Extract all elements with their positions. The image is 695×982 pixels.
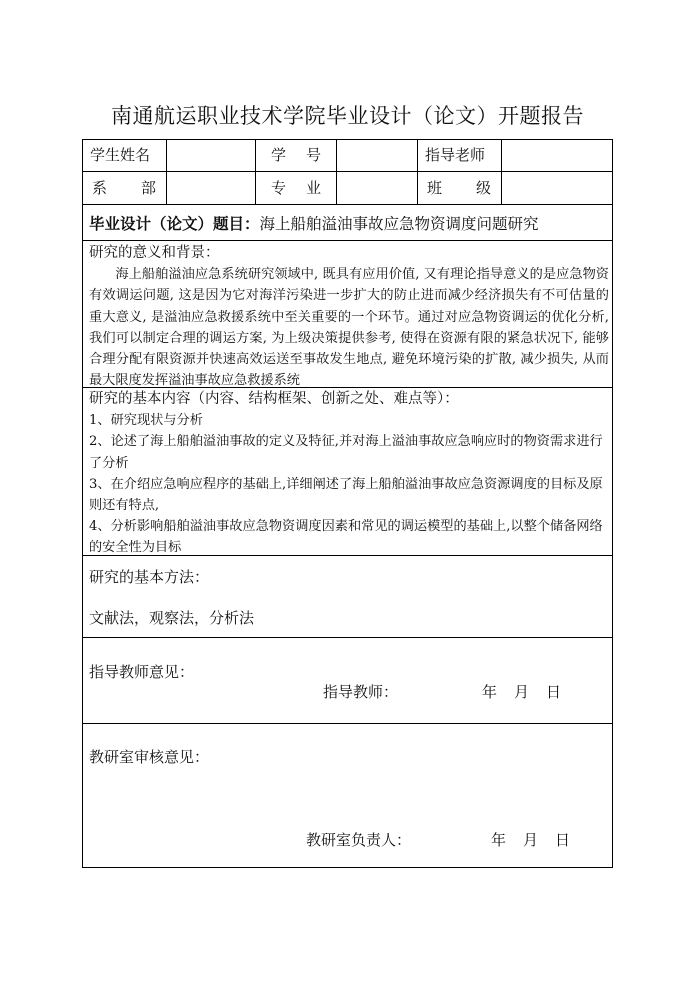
significance-heading: 研究的意义和背景： xyxy=(89,245,220,261)
advisor-label: 指导老师 xyxy=(425,146,486,164)
advisor-opinion-heading: 指导教师意见： xyxy=(89,663,195,681)
methods-heading: 研究的基本方法： xyxy=(89,568,210,586)
methods-value: 文献法，观察法，分析法 xyxy=(89,609,255,627)
major-label-b: 业 xyxy=(305,179,321,197)
major-label-a: 专 xyxy=(271,179,287,197)
year-label: 年 xyxy=(482,683,498,701)
row-divider xyxy=(82,204,613,205)
class-label-a: 班 xyxy=(427,179,443,197)
content-item: 1、研究现状与分析 xyxy=(89,413,203,429)
department-label-b: 部 xyxy=(140,179,156,197)
major-field[interactable] xyxy=(338,173,416,203)
column-divider xyxy=(336,139,337,204)
row-divider xyxy=(82,240,613,241)
column-divider xyxy=(255,139,256,204)
row-divider xyxy=(82,637,613,638)
class-field[interactable] xyxy=(503,173,611,203)
class-label-b: 级 xyxy=(475,179,491,197)
student-name-field[interactable] xyxy=(168,140,254,170)
day-label: 日 xyxy=(546,683,562,701)
content-item: 2、论述了海上船舶溢油事故的定义及特征,并对海上溢油事故应急响应时的物资需求进行了分析 xyxy=(89,434,603,471)
content-section xyxy=(89,389,609,559)
significance-section xyxy=(89,243,609,391)
student-id-label xyxy=(271,139,321,171)
advisor-signature-label: 指导教师： xyxy=(323,683,399,701)
content-item: 4、分析影响船舶溢油事故应急物资调度因素和常见的调运模型的基础上,以整个储备网络的安全性为目标 xyxy=(89,519,603,556)
day-label: 日 xyxy=(555,831,571,849)
major-label xyxy=(271,172,321,204)
month-label: 月 xyxy=(514,683,530,701)
month-label: 月 xyxy=(523,831,539,849)
row-divider xyxy=(82,723,613,724)
topic-label: 毕业设计（论文）题目： xyxy=(89,215,260,233)
row-divider xyxy=(82,171,613,172)
content-heading: 研究的基本内容（内容、结构框架、创新之处、难点等）： xyxy=(89,391,459,407)
office-opinion-heading: 教研室审核意见： xyxy=(89,748,210,766)
office-signature-label: 教研室负责人： xyxy=(306,831,412,849)
student-id-label-b: 号 xyxy=(305,146,321,164)
advisor-field[interactable] xyxy=(503,140,611,170)
column-divider xyxy=(166,139,167,204)
student-id-label-a: 学 xyxy=(271,146,287,164)
student-id-field[interactable] xyxy=(338,140,416,170)
column-divider xyxy=(417,139,418,204)
content-item: 3、在介绍应急响应程序的基础上,详细阐述了海上船舶溢油事故应急资源调度的目标及原则还有特点, xyxy=(89,476,603,514)
topic-value: 海上船舶溢油事故应急物资调度问题研究 xyxy=(259,215,539,233)
document-title: 南通航运职业技术学院毕业设计（论文）开题报告 xyxy=(111,104,584,128)
student-name-label: 学生姓名 xyxy=(90,146,151,164)
department-field[interactable] xyxy=(168,173,254,203)
department-label xyxy=(92,172,156,204)
office-date xyxy=(491,829,587,850)
column-divider xyxy=(501,139,502,204)
department-label-a: 系 xyxy=(92,179,108,197)
advisor-date xyxy=(482,681,578,702)
class-label xyxy=(427,172,491,204)
year-label: 年 xyxy=(491,831,507,849)
significance-body: 海上船舶溢油应急系统研究领域中, 既具有应用价值, 又有理论指导意义的是应急物资有效调运问题, 这是因为它对海洋污染进一步扩大的防止进而减少经济损失有不可估量的重大意义, 是溢油应急救援系统中至关重要的一个环节。通过对应急物资调运的优化分析, 我们可以制定合理的调运方案, 为上级决策提供参考, 使得在资源有限的紧急状况下, 能够合理分配有限资源并快速高效运送至事故发生地点, 避免环境污染的扩散, 减少损失, 从而最大限度发挥溢油事故应急救援系统 xyxy=(89,267,609,389)
thesis-topic xyxy=(89,212,539,234)
